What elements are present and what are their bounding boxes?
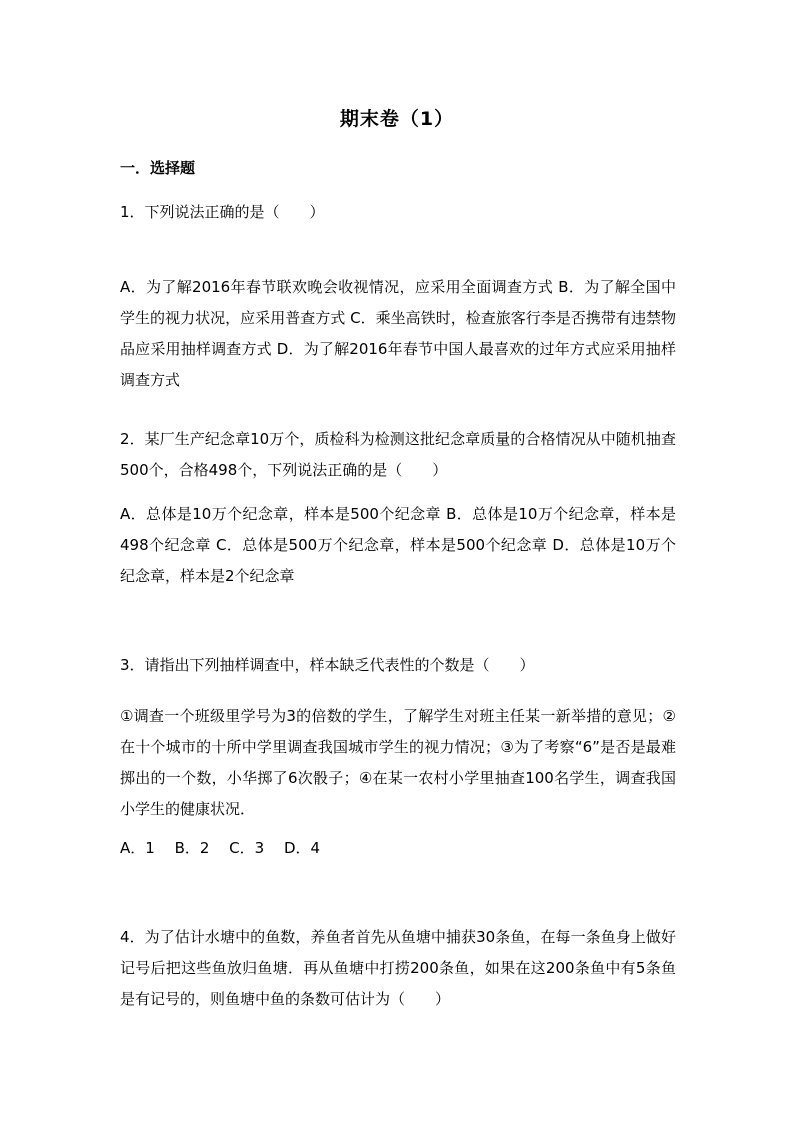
question-3-stem: 3．请指出下列抽样调查中，样本缺乏代表性的个数是（ ）	[120, 656, 535, 674]
question-2-options: A．总体是10万个纪念章，样本是500个纪念章 B．总体是10万个纪念章，样本是498个纪念章 C．总体是500万个纪念章，样本是500个纪念章 D．总体是10万个纪念章，样本是2个纪念章	[120, 505, 676, 585]
question-2-stem: 2．某厂生产纪念章10万个，质检科为检测这批纪念章质量的合格情况从中随机抽查500个，合格498个，下列说法正确的是（ ）	[120, 430, 676, 479]
question-3-options: A．1 B．2 C．3 D．4	[120, 839, 321, 857]
page-title: 期末卷（1）	[339, 108, 455, 130]
question-3-detail: ①调查一个班级里学号为3的倍数的学生，了解学生对班主任某一新举措的意见；②在十个城市的十所中学里调查我国城市学生的视力情况；③为了考察“6”是否是最难掷出的一个数，小华掷了6次骰子；④在某一农村小学里抽查100名学生，调查我国小学生的健康状况．	[120, 707, 676, 818]
section-heading: 一．选择题	[120, 159, 196, 177]
question-1-stem: 1．下列说法正确的是（ ）	[120, 203, 325, 221]
question-4-stem: 4．为了估计水塘中的鱼数，养鱼者首先从鱼塘中捕获30条鱼，在每一条鱼身上做好记号后把这些鱼放归鱼塘．再从鱼塘中打捞200条鱼，如果在这200条鱼中有5条鱼是有记号的，则鱼塘中鱼的条数可估计为（ ）	[120, 928, 676, 1008]
question-1-options: A．为了解2016年春节联欢晚会收视情况，应采用全面调查方式 B．为了解全国中学生的视力状况，应采用普查方式 C．乘坐高铁时，检查旅客行李是否携带有违禁物品应采用抽样调查方式 D．为了解2016年春节中国人最喜欢的过年方式应采用抽样调查方式	[120, 278, 676, 389]
